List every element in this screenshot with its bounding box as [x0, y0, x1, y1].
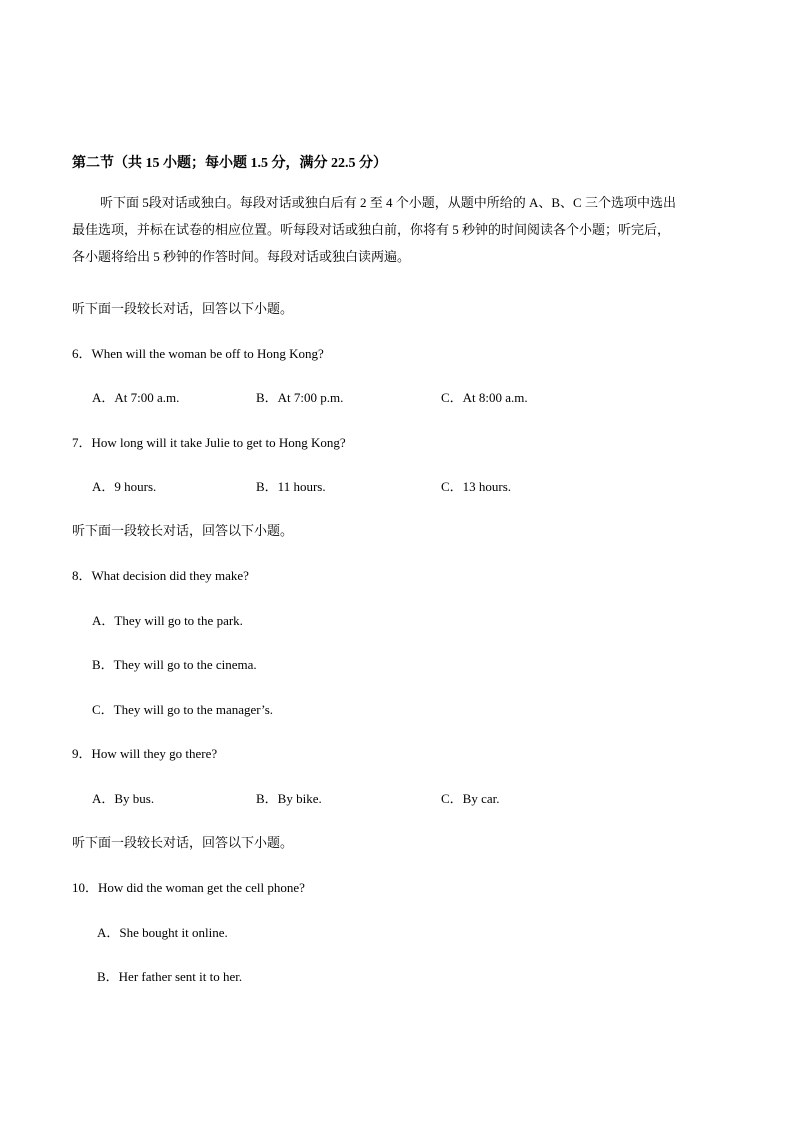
option-c[interactable]: C．At 8:00 a.m.	[441, 390, 528, 405]
instruction-line: 最佳选项，并标在试卷的相应位置。听每段对话或独白前，你将有 5 秒钟的时间阅读各个小题；听完后，	[72, 222, 671, 237]
question-6: 6．When will the woman be off to Hong Kong?	[72, 346, 324, 361]
instruction-line: 各小题将给出 5 秒钟的作答时间。每段对话或独白读两遍。	[72, 249, 411, 264]
option-b[interactable]: B．At 7:00 p.m.	[256, 390, 344, 405]
option-a[interactable]: A．At 7:00 a.m.	[92, 390, 180, 405]
option-a[interactable]: A．9 hours.	[92, 479, 157, 494]
listening-prompt: 听下面一段较长对话，回答以下小题。	[72, 835, 294, 850]
listening-prompt: 听下面一段较长对话，回答以下小题。	[72, 523, 294, 538]
question-8: 8．What decision did they make?	[72, 568, 249, 583]
question-7: 7．How long will it take Julie to get to Hong Kong?	[72, 435, 346, 450]
option-b[interactable]: B．11 hours.	[256, 479, 326, 494]
question-10: 10．How did the woman get the cell phone?	[72, 880, 305, 895]
option-c[interactable]: C．By car.	[441, 791, 500, 806]
instruction-line: 听下面 5段对话或独白。每段对话或独白后有 2 至 4 个小题，从题中所给的 A、B、C 三个选项中选出	[100, 195, 676, 210]
listening-prompt: 听下面一段较长对话，回答以下小题。	[72, 301, 294, 316]
option-c[interactable]: C．They will go to the manager’s.	[92, 702, 274, 717]
question-9: 9．How will they go there?	[72, 746, 218, 761]
option-a[interactable]: A．They will go to the park.	[92, 613, 243, 628]
option-a[interactable]: A．She bought it online.	[97, 925, 228, 940]
option-b[interactable]: B．Her father sent it to her.	[97, 969, 243, 984]
option-c[interactable]: C．13 hours.	[441, 479, 512, 494]
option-b[interactable]: B．They will go to the cinema.	[92, 657, 257, 672]
option-b[interactable]: B．By bike.	[256, 791, 322, 806]
option-a[interactable]: A．By bus.	[92, 791, 155, 806]
section-title: 第二节（共 15 小题；每小题 1.5 分，满分 22.5 分）	[72, 156, 387, 171]
